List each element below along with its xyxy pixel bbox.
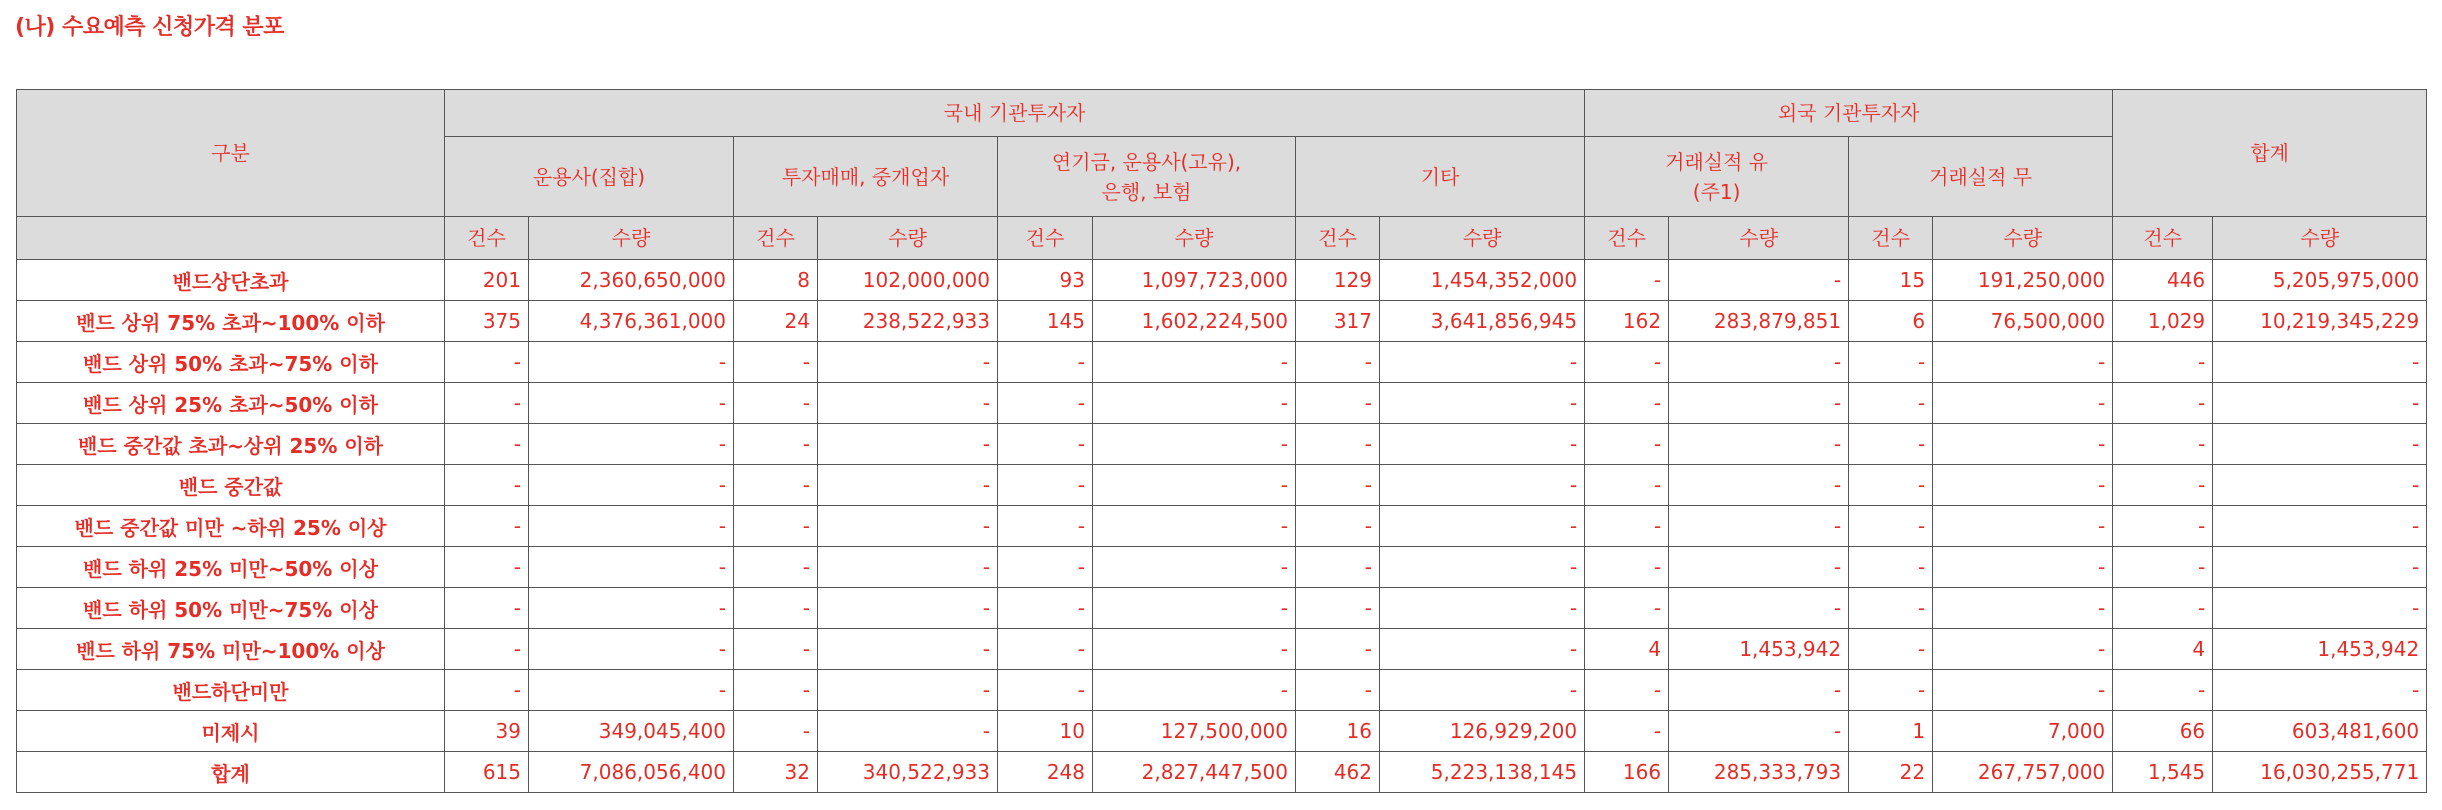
header-count: 건수 [734, 217, 818, 260]
cell-count: - [998, 383, 1093, 424]
cell-quantity: 76,500,000 [1933, 301, 2113, 342]
cell-count: - [445, 424, 529, 465]
cell-count: 32 [734, 752, 818, 793]
cell-count: - [2113, 506, 2213, 547]
header-gubun: 구분 [17, 90, 445, 217]
cell-count: - [1849, 383, 1933, 424]
cell-count: - [998, 547, 1093, 588]
cell-count: 615 [445, 752, 529, 793]
row-label: 미제시 [17, 711, 445, 752]
header-quantity: 수량 [529, 217, 734, 260]
header-with-record-line2: (주1) [1692, 179, 1741, 204]
cell-quantity: - [1093, 465, 1296, 506]
cell-count: - [1585, 260, 1669, 301]
cell-quantity: - [1093, 547, 1296, 588]
cell-quantity: 191,250,000 [1933, 260, 2113, 301]
cell-quantity: - [529, 629, 734, 670]
table-row [17, 301, 2427, 342]
cell-count: 39 [445, 711, 529, 752]
cell-count: - [1296, 506, 1380, 547]
header-count: 건수 [998, 217, 1093, 260]
count-quantity-header-row [17, 217, 2427, 260]
cell-quantity: - [529, 383, 734, 424]
cell-quantity: - [1380, 506, 1585, 547]
cell-quantity: - [818, 383, 998, 424]
cell-count: - [734, 629, 818, 670]
demand-forecast-price-distribution-table [16, 89, 2427, 793]
header-pension-line2: 은행, 보험 [1101, 179, 1192, 204]
cell-quantity: - [1669, 383, 1849, 424]
cell-quantity: - [1933, 465, 2113, 506]
cell-quantity: - [1093, 383, 1296, 424]
cell-quantity: - [1093, 629, 1296, 670]
cell-count: 24 [734, 301, 818, 342]
cell-count: 462 [1296, 752, 1380, 793]
section-title: (나) 수요예측 신청가격 분포 [15, 15, 284, 40]
cell-count: - [1849, 629, 1933, 670]
row-label: 밴드 상위 25% 초과~50% 이하 [17, 383, 445, 424]
cell-count: - [734, 342, 818, 383]
cell-quantity: - [2213, 424, 2427, 465]
cell-quantity: 7,000 [1933, 711, 2113, 752]
cell-quantity: 3,641,856,945 [1380, 301, 1585, 342]
cell-quantity: - [1669, 670, 1849, 711]
cell-count: 446 [2113, 260, 2213, 301]
cell-count: 8 [734, 260, 818, 301]
cell-quantity: 603,481,600 [2213, 711, 2427, 752]
cell-quantity: - [1380, 383, 1585, 424]
cell-quantity: 4,376,361,000 [529, 301, 734, 342]
cell-quantity: 1,453,942 [2213, 629, 2427, 670]
cell-quantity: 5,223,138,145 [1380, 752, 1585, 793]
cell-count: - [1296, 342, 1380, 383]
cell-count: - [445, 670, 529, 711]
cell-quantity: - [529, 670, 734, 711]
header-quantity: 수량 [1933, 217, 2113, 260]
cell-quantity: - [2213, 547, 2427, 588]
cell-count: - [445, 465, 529, 506]
cell-quantity: - [2213, 670, 2427, 711]
cell-quantity: - [818, 588, 998, 629]
cell-count: - [1585, 424, 1669, 465]
cell-count: - [998, 506, 1093, 547]
table-row [17, 588, 2427, 629]
cell-count: - [2113, 465, 2213, 506]
cell-quantity: 126,929,200 [1380, 711, 1585, 752]
table-row [17, 547, 2427, 588]
cell-count: 1,029 [2113, 301, 2213, 342]
cell-quantity: 1,602,224,500 [1093, 301, 1296, 342]
cell-quantity: - [818, 506, 998, 547]
header-count: 건수 [2113, 217, 2213, 260]
cell-quantity: 1,454,352,000 [1380, 260, 1585, 301]
cell-count: - [1296, 629, 1380, 670]
header-foreign-institutions: 외국 기관투자자 [1585, 90, 2113, 137]
cell-count: - [2113, 424, 2213, 465]
cell-quantity: - [1093, 588, 1296, 629]
cell-count: - [1585, 465, 1669, 506]
cell-count: 317 [1296, 301, 1380, 342]
cell-quantity: 283,879,851 [1669, 301, 1849, 342]
cell-count: 15 [1849, 260, 1933, 301]
header-total: 합계 [2113, 90, 2427, 217]
table-row [17, 465, 2427, 506]
cell-quantity: - [2213, 342, 2427, 383]
cell-count: - [1849, 547, 1933, 588]
cell-count: - [1296, 670, 1380, 711]
cell-quantity: 5,205,975,000 [2213, 260, 2427, 301]
table-row [17, 711, 2427, 752]
cell-count: - [734, 424, 818, 465]
header-quantity: 수량 [2213, 217, 2427, 260]
cell-quantity: - [1093, 424, 1296, 465]
header-count: 건수 [445, 217, 529, 260]
table-body [17, 260, 2427, 793]
cell-count: - [1296, 383, 1380, 424]
row-label: 밴드 하위 75% 미만~100% 이상 [17, 629, 445, 670]
cell-quantity: - [818, 711, 998, 752]
cell-quantity: - [529, 424, 734, 465]
header-blank [17, 217, 445, 260]
cell-count: - [998, 588, 1093, 629]
cell-count: - [2113, 547, 2213, 588]
cell-quantity: - [1093, 506, 1296, 547]
cell-quantity: - [1933, 588, 2113, 629]
cell-count: 1,545 [2113, 752, 2213, 793]
cell-count: - [2113, 670, 2213, 711]
cell-quantity: 16,030,255,771 [2213, 752, 2427, 793]
table-row [17, 670, 2427, 711]
cell-quantity: - [1933, 424, 2113, 465]
cell-count: 201 [445, 260, 529, 301]
cell-count: 145 [998, 301, 1093, 342]
cell-quantity: - [1380, 465, 1585, 506]
cell-count: - [445, 506, 529, 547]
cell-quantity: - [1093, 670, 1296, 711]
cell-count: - [734, 670, 818, 711]
cell-count: - [1296, 424, 1380, 465]
cell-quantity: - [1933, 342, 2113, 383]
cell-count: - [445, 383, 529, 424]
cell-count: - [1585, 506, 1669, 547]
cell-quantity: - [2213, 588, 2427, 629]
cell-quantity: - [1669, 547, 1849, 588]
cell-count: 375 [445, 301, 529, 342]
row-label: 밴드 중간값 미만 ~하위 25% 이상 [17, 506, 445, 547]
header-count: 건수 [1585, 217, 1669, 260]
cell-quantity: 127,500,000 [1093, 711, 1296, 752]
cell-count: 248 [998, 752, 1093, 793]
header-count: 건수 [1849, 217, 1933, 260]
cell-quantity: 349,045,400 [529, 711, 734, 752]
cell-quantity: 1,453,942 [1669, 629, 1849, 670]
cell-quantity: - [818, 465, 998, 506]
header-with-record-line1: 거래실적 유 [1665, 149, 1769, 174]
cell-quantity: - [1669, 711, 1849, 752]
table-row [17, 506, 2427, 547]
cell-count: - [2113, 588, 2213, 629]
header-pension-line1: 연기금, 운용사(고유), [1051, 149, 1242, 174]
cell-quantity: - [1669, 588, 1849, 629]
header-count: 건수 [1296, 217, 1380, 260]
cell-quantity: 238,522,933 [818, 301, 998, 342]
cell-count: - [998, 629, 1093, 670]
header-pension-banks-insurance [998, 137, 1296, 217]
cell-quantity: - [1093, 342, 1296, 383]
row-label: 밴드상단초과 [17, 260, 445, 301]
cell-count: - [445, 342, 529, 383]
cell-count: - [1849, 506, 1933, 547]
cell-quantity: - [1380, 670, 1585, 711]
cell-count: - [1585, 711, 1669, 752]
cell-count: 6 [1849, 301, 1933, 342]
cell-count: - [1585, 547, 1669, 588]
cell-quantity: - [2213, 465, 2427, 506]
cell-quantity: - [1669, 465, 1849, 506]
header-without-trading-record: 거래실적 무 [1849, 137, 2113, 217]
cell-quantity: - [818, 670, 998, 711]
cell-quantity: - [1933, 670, 2113, 711]
header-quantity: 수량 [1093, 217, 1296, 260]
cell-count: - [734, 465, 818, 506]
cell-count: 10 [998, 711, 1093, 752]
cell-count: - [445, 629, 529, 670]
cell-count: - [445, 588, 529, 629]
cell-quantity: - [2213, 506, 2427, 547]
header-quantity: 수량 [1380, 217, 1585, 260]
cell-count: - [1849, 424, 1933, 465]
header-with-trading-record [1585, 137, 1849, 217]
cell-quantity: - [529, 506, 734, 547]
cell-count: - [734, 711, 818, 752]
cell-quantity: 7,086,056,400 [529, 752, 734, 793]
header-quantity: 수량 [818, 217, 998, 260]
cell-count: - [998, 465, 1093, 506]
table-row [17, 383, 2427, 424]
cell-quantity: - [1933, 547, 2113, 588]
cell-count: - [734, 547, 818, 588]
cell-count: - [1849, 588, 1933, 629]
cell-count: 22 [1849, 752, 1933, 793]
cell-count: - [1296, 588, 1380, 629]
row-label: 밴드 하위 50% 미만~75% 이상 [17, 588, 445, 629]
header-quantity: 수량 [1669, 217, 1849, 260]
cell-quantity: - [1933, 383, 2113, 424]
row-label: 밴드 상위 50% 초과~75% 이하 [17, 342, 445, 383]
row-label: 합계 [17, 752, 445, 793]
cell-count: 16 [1296, 711, 1380, 752]
cell-quantity: - [529, 588, 734, 629]
cell-count: - [445, 547, 529, 588]
cell-count: - [998, 342, 1093, 383]
cell-quantity: - [2213, 383, 2427, 424]
cell-quantity: - [529, 465, 734, 506]
cell-count: - [734, 383, 818, 424]
cell-count: - [734, 506, 818, 547]
cell-quantity: 2,360,650,000 [529, 260, 734, 301]
cell-quantity: - [529, 547, 734, 588]
cell-quantity: - [1380, 629, 1585, 670]
cell-count: - [1585, 342, 1669, 383]
cell-quantity: - [1380, 424, 1585, 465]
row-label: 밴드 중간값 [17, 465, 445, 506]
cell-quantity: - [1669, 424, 1849, 465]
cell-quantity: - [1669, 260, 1849, 301]
cell-quantity: 10,219,345,229 [2213, 301, 2427, 342]
cell-quantity: 340,522,933 [818, 752, 998, 793]
header-asset-managers-collective: 운용사(집합) [445, 137, 734, 217]
cell-quantity: 1,097,723,000 [1093, 260, 1296, 301]
cell-quantity: - [1933, 629, 2113, 670]
cell-count: - [1585, 588, 1669, 629]
cell-count: - [2113, 383, 2213, 424]
cell-quantity: - [818, 629, 998, 670]
cell-count: 1 [1849, 711, 1933, 752]
table-row [17, 342, 2427, 383]
cell-count: - [734, 588, 818, 629]
cell-count: 166 [1585, 752, 1669, 793]
cell-count: - [1296, 547, 1380, 588]
header-other: 기타 [1296, 137, 1585, 217]
cell-quantity: - [529, 342, 734, 383]
cell-count: - [1849, 465, 1933, 506]
cell-quantity: - [1380, 588, 1585, 629]
row-label: 밴드 중간값 초과~상위 25% 이하 [17, 424, 445, 465]
cell-count: 93 [998, 260, 1093, 301]
cell-count: - [998, 424, 1093, 465]
cell-quantity: - [1380, 342, 1585, 383]
cell-count: - [2113, 342, 2213, 383]
cell-quantity: 267,757,000 [1933, 752, 2113, 793]
table-row [17, 629, 2427, 670]
cell-count: 129 [1296, 260, 1380, 301]
cell-quantity: - [818, 424, 998, 465]
cell-quantity: 102,000,000 [818, 260, 998, 301]
table-row [17, 424, 2427, 465]
cell-count: - [998, 670, 1093, 711]
table-row [17, 752, 2427, 793]
header-domestic-institutions: 국내 기관투자자 [445, 90, 1585, 137]
cell-quantity: - [1669, 506, 1849, 547]
cell-quantity: - [1669, 342, 1849, 383]
cell-count: - [1585, 383, 1669, 424]
table-row [17, 260, 2427, 301]
cell-count: - [1296, 465, 1380, 506]
cell-count: 4 [2113, 629, 2213, 670]
row-label: 밴드하단미만 [17, 670, 445, 711]
cell-count: - [1849, 670, 1933, 711]
cell-quantity: 285,333,793 [1669, 752, 1849, 793]
row-label: 밴드 하위 25% 미만~50% 이상 [17, 547, 445, 588]
row-label: 밴드 상위 75% 초과~100% 이하 [17, 301, 445, 342]
cell-count: - [1585, 670, 1669, 711]
cell-quantity: - [818, 342, 998, 383]
cell-quantity: - [1933, 506, 2113, 547]
cell-count: 4 [1585, 629, 1669, 670]
cell-count: - [1849, 342, 1933, 383]
cell-quantity: 2,827,447,500 [1093, 752, 1296, 793]
header-brokers-dealers: 투자매매, 중개업자 [734, 137, 998, 217]
cell-quantity: - [1380, 547, 1585, 588]
cell-count: 162 [1585, 301, 1669, 342]
cell-quantity: - [818, 547, 998, 588]
cell-count: 66 [2113, 711, 2213, 752]
